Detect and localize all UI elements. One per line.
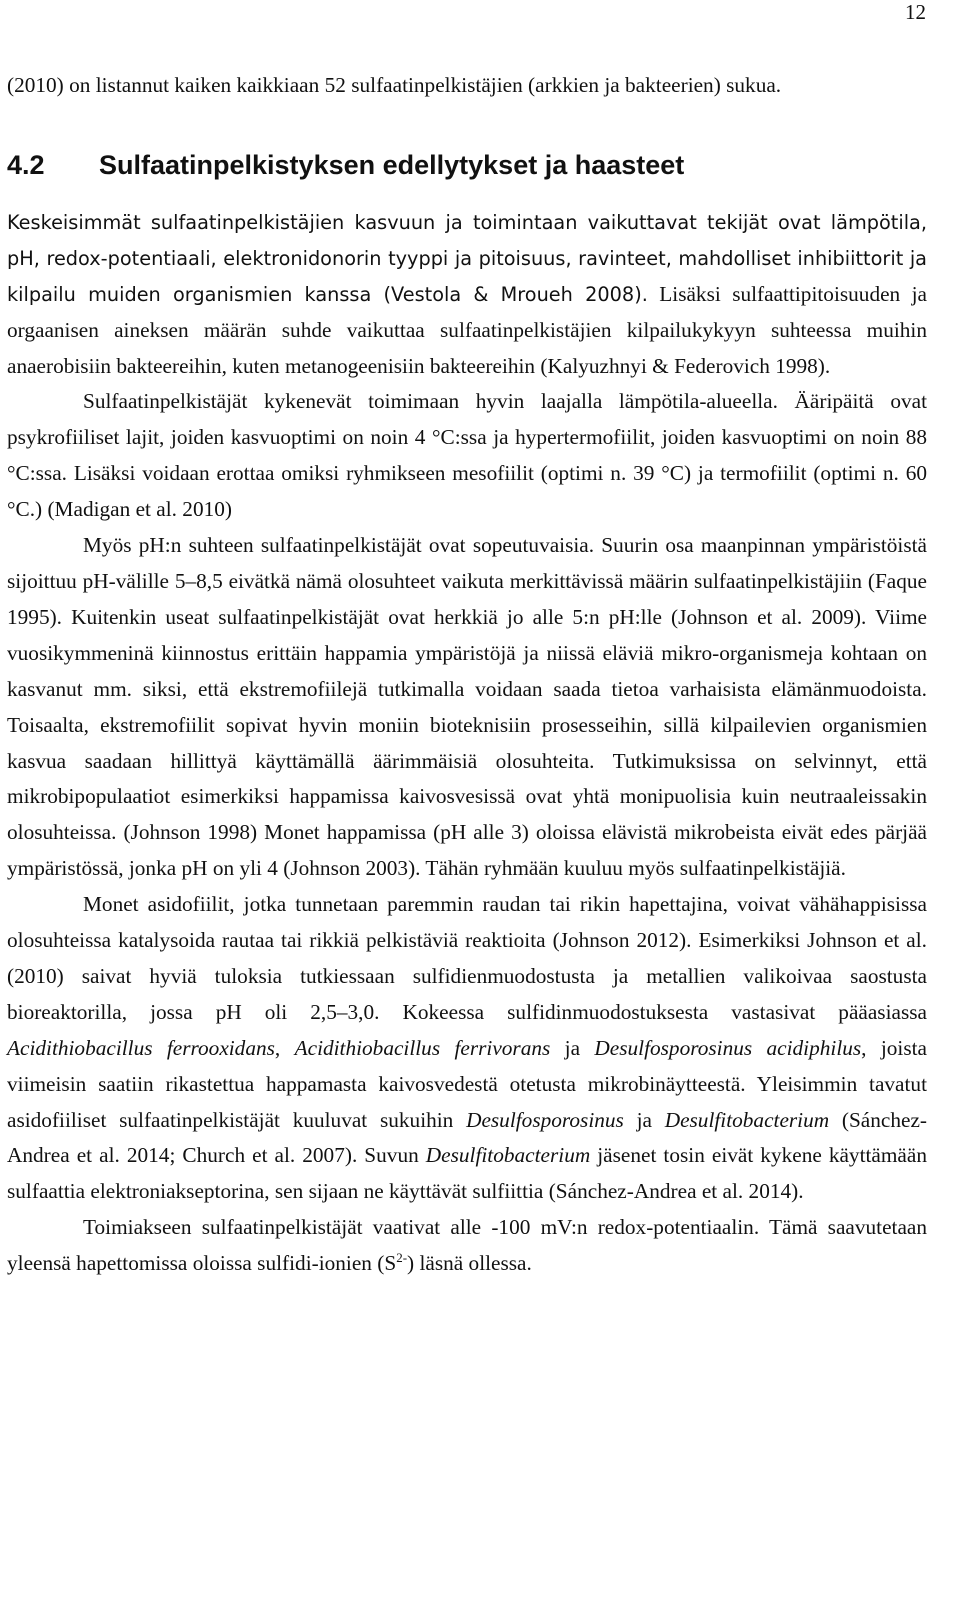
- document-body: [7, 68, 927, 1282]
- text-run: ja: [623, 1107, 665, 1132]
- text-run: ,: [274, 1035, 295, 1060]
- paragraph-factors-serif: Lisäksi sulfaattipitoisuuden ja orgaanisen aineksen määrän suhde vaikuttaa sulfaatinpelkistäjien kilpailukykyyn suhteessa muihin anaerobisiin bakteereihin, kuten metanogeenisiin bakteereihin (Kalyuzhnyi & Federovich 1998).: [7, 281, 927, 378]
- genus-name: Desulfitobacterium: [664, 1107, 830, 1132]
- species-name: Acidithiobacillus ferrivorans: [294, 1035, 551, 1060]
- species-name: Acidithiobacillus ferrooxidans: [7, 1035, 275, 1060]
- genus-name: Desulfosporosinus: [466, 1107, 624, 1132]
- section-number: 4.2: [7, 149, 45, 180]
- text-run: Monet asidofiilit, jotka tunnetaan paremmin raudan tai rikin hapettajina, voivat vähähappisissa olosuhteissa katalysoida rautaa tai rikkiä pelkistäviä reaktioita (Johnson 2012). Esimerkiksi Johnson et al. (2010) saivat hyviä tuloksia tutkiessaan sulfidienmuodostusta ja metallien valikoivaa saostusta bioreaktorilla, jossa pH oli 2,5–3,0. Kokeessa sulfidinmuodostuksesta vastasivat pääasiassa: [7, 892, 927, 1024]
- page-number: 12: [905, 0, 926, 24]
- section-heading: [7, 147, 927, 183]
- section-title: Sulfaatinpelkistyksen edellytykset ja haasteet: [99, 149, 685, 180]
- species-name: Desulfosporosinus acidiphilus: [594, 1035, 862, 1060]
- text-run: , joista viimeisin saatiin rikastettua happamasta kaivosvedestä otetusta mikrobinäytteestä. Yleisimmin tavatut asidofiiliset sulfaatinpelkistäjät kuuluvat sukuihin: [7, 1035, 927, 1132]
- text-run: (Sánchez-Andrea et al. 2014; Church et al. 2007). Suvun: [7, 1107, 927, 1168]
- paragraph-redox: [7, 1210, 927, 1282]
- genus-name: Desulfitobacterium: [425, 1143, 591, 1168]
- paragraph-factors: [7, 205, 927, 385]
- text-run: Toimiakseen sulfaatinpelkistäjät vaativat alle -100 mV:n redox-potentiaalin. Tämä saavutetaan yleensä hapettomissa oloissa sulfidi-ionien (S: [7, 1215, 927, 1276]
- text-run: ) läsnä ollessa.: [407, 1251, 532, 1276]
- paragraph-ph: Myös pH:n suhteen sulfaatinpelkistäjät ovat sopeutuvaisia. Suurin osa maanpinnan ympäristöistä sijoittuu pH-välille 5–8,5 eivätkä nämä olosuhteet vaikuta merkittävissä määrin sulfaatinpelkistäjiin (Faque 1995). Kuitenkin useat sulfaatinpelkistäjät ovat herkkiä jo alle 5:n pH:lle (Johnson et al. 2009). Viime vuosikymmeninä kiinnostus erittäin happamia ympäristöjä ja niissä eläviä mikro-organismeja kohtaan on kasvanut mm. siksi, että ekstremofiilejä tutkimalla voidaan saada tietoa varhaisista elämänmuodoista. Toisaalta, ekstremofiilit sopivat hyvin moniin bioteknisiin prosesseihin, sillä kilpailevien organismien kasvua saadaan hillittyä käyttämällä äärimmäisiä olosuhteita. Tutkimuksissa on selvinnyt, että mikrobipopulaatiot esimerkiksi happamissa kaivosvesissä ovat yhtä monipuolisia kuin neutraaleissakin olosuhteissa. (Johnson 1998) Monet happamissa (pH alle 3) oloissa elävistä mikrobeista eivät edes pärjää ympäristössä, jonka pH on yli 4 (Johnson 2003). Tähän ryhmään kuuluu myös sulfaatinpelkistäjiä.: [7, 533, 927, 881]
- paragraph-acidophiles: [7, 887, 927, 1210]
- paragraph-factors-sans: Keskeisimmät sulfaatinpelkistäjien kasvuun ja toimintaan vaikuttavat tekijät ovat lämpötila, pH, redox-potentiaali, elektronidonorin tyyppi ja pitoisuus, ravinteet, mahdolliset inhibiittorit ja kilpailu muiden organismien kanssa (Vestola & Mroueh 2008).: [7, 210, 927, 306]
- text-run: jäsenet tosin eivät kykene käyttämään sulfaattia elektroniakseptorina, sen sijaan ne käyttävät sulfiittia (Sánchez-Andrea et al. 2014).: [7, 1143, 927, 1204]
- superscript: 2-: [396, 1250, 408, 1266]
- text-run: ja: [550, 1035, 595, 1060]
- intro-paragraph: (2010) on listannut kaiken kaikkiaan 52 sulfaatinpelkistäjien (arkkien ja bakteerien) sukua.: [7, 73, 782, 97]
- paragraph-temperature: Sulfaatinpelkistäjät kykenevät toimimaan hyvin laajalla lämpötila-alueella. Ääripäitä ovat psykrofiiliset lajit, joiden kasvuoptimi on noin 4 °C:ssa ja hypertermofiilit, joiden kasvuoptimi on noin 88 °C:ssa. Lisäksi voidaan erottaa omiksi ryhmikseen mesofiilit (optimi n. 39 °C) ja termofiilit (optimi n. 60 °C.) (Madigan et al. 2010): [7, 389, 927, 522]
